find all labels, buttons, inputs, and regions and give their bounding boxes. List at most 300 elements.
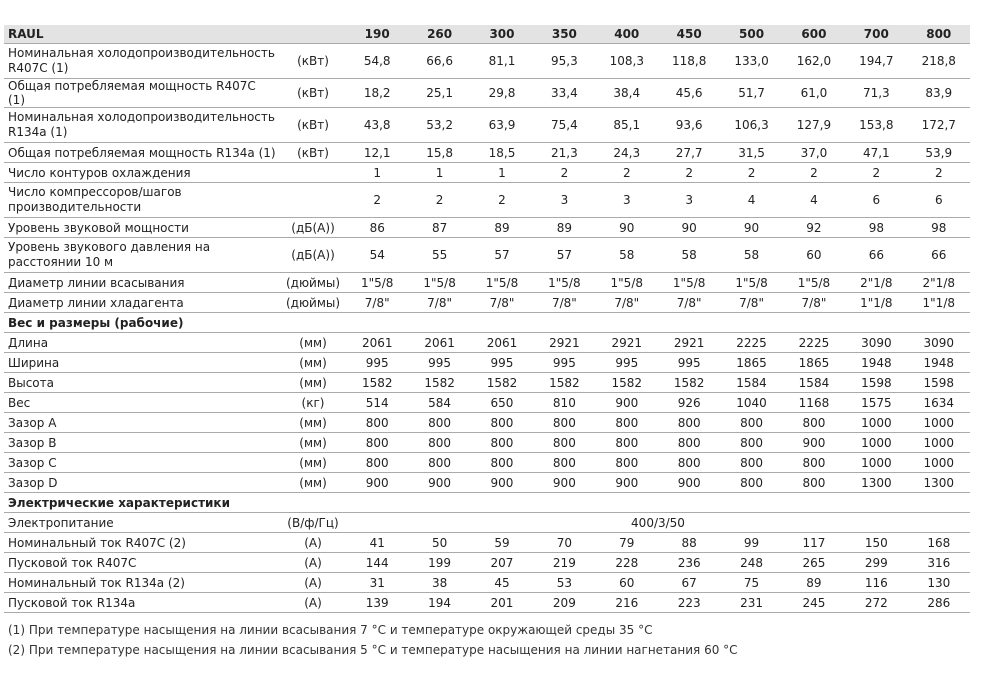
cell-value: 92 (783, 218, 845, 238)
cell-value: 800 (596, 453, 658, 473)
header-label: RAUL (4, 25, 346, 44)
cell-value: 1634 (908, 393, 970, 413)
cell-value: 85,1 (596, 108, 658, 143)
spec-table-body (4, 25, 970, 613)
cell-value: 27,7 (658, 143, 720, 163)
cell-value: 995 (346, 353, 408, 373)
cell-value: 67 (658, 573, 720, 593)
cell-value: 1584 (720, 373, 782, 393)
cell-value: 168 (908, 533, 970, 553)
cell-value: 2061 (346, 333, 408, 353)
cell-value: 201 (471, 593, 533, 613)
cell-value: 1000 (845, 413, 907, 433)
row-unit: (А) (280, 533, 346, 553)
row-label: Диаметр линии всасывания (4, 273, 280, 293)
cell-value: 218,8 (908, 44, 970, 79)
model-header: 600 (783, 25, 845, 44)
cell-value: 7/8" (471, 293, 533, 313)
cell-value: 2 (408, 183, 470, 218)
table-row (4, 79, 970, 108)
row-label: Пусковой ток R407C (4, 553, 280, 573)
cell-value: 53 (533, 573, 595, 593)
footnote-1: (1) При температуре насыщения на линии всасывания 7 °C и температуре окружающей среды 35 °C (8, 623, 653, 637)
cell-value: 33,4 (533, 79, 595, 108)
cell-value: 60 (783, 238, 845, 273)
cell-value: 800 (471, 433, 533, 453)
cell-value: 1582 (533, 373, 595, 393)
table-row (4, 143, 970, 163)
row-unit: (мм) (280, 333, 346, 353)
cell-value: 1000 (908, 453, 970, 473)
cell-value: 1000 (845, 453, 907, 473)
cell-value: 926 (658, 393, 720, 413)
table-row (4, 293, 970, 313)
cell-value: 25,1 (408, 79, 470, 108)
cell-value: 83,9 (908, 79, 970, 108)
row-unit: (кВт) (280, 143, 346, 163)
cell-value: 18,2 (346, 79, 408, 108)
cell-value: 53,2 (408, 108, 470, 143)
table-row (4, 44, 970, 79)
cell-value: 1000 (908, 433, 970, 453)
cell-value: 21,3 (533, 143, 595, 163)
cell-value: 1040 (720, 393, 782, 413)
cell-value: 87 (408, 218, 470, 238)
cell-value: 86 (346, 218, 408, 238)
row-unit: (кВт) (280, 44, 346, 79)
row-label: Номинальная холодопроизводительность R134a (1) (4, 108, 280, 143)
cell-value: 514 (346, 393, 408, 413)
cell-value: 45 (471, 573, 533, 593)
row-label: Общая потребляемая мощность R134a (1) (4, 143, 280, 163)
cell-value: 6 (845, 183, 907, 218)
row-unit: (А) (280, 593, 346, 613)
cell-value: 38,4 (596, 79, 658, 108)
row-label: Высота (4, 373, 280, 393)
row-unit: (дюймы) (280, 273, 346, 293)
cell-value: 3 (533, 183, 595, 218)
cell-value: 31 (346, 573, 408, 593)
cell-value: 63,9 (471, 108, 533, 143)
cell-value: 995 (471, 353, 533, 373)
cell-value: 2 (471, 183, 533, 218)
cell-value: 7/8" (408, 293, 470, 313)
table-row (4, 108, 970, 143)
cell-value: 2 (845, 163, 907, 183)
cell-value: 900 (658, 473, 720, 493)
cell-value: 219 (533, 553, 595, 573)
cell-value: 12,1 (346, 143, 408, 163)
model-header: 300 (471, 25, 533, 44)
cell-value: 1"5/8 (596, 273, 658, 293)
cell-value: 98 (845, 218, 907, 238)
cell-value: 47,1 (845, 143, 907, 163)
cell-value: 116 (845, 573, 907, 593)
cell-value: 800 (720, 433, 782, 453)
cell-value: 88 (658, 533, 720, 553)
cell-value: 71,3 (845, 79, 907, 108)
cell-value: 223 (658, 593, 720, 613)
row-label: Номинальная холодопроизводительность R407C (1) (4, 44, 280, 79)
row-unit: (дБ(А)) (280, 218, 346, 238)
row-unit: (мм) (280, 433, 346, 453)
table-row (4, 553, 970, 573)
cell-value: 800 (346, 453, 408, 473)
cell-value: 900 (533, 473, 595, 493)
cell-value: 41 (346, 533, 408, 553)
row-unit: (дБ(А)) (280, 238, 346, 273)
row-label: Электропитание (4, 513, 280, 533)
table-row (4, 238, 970, 273)
table-row (4, 393, 970, 413)
cell-value: 1300 (845, 473, 907, 493)
row-unit: (кВт) (280, 79, 346, 108)
cell-value: 650 (471, 393, 533, 413)
cell-value: 1582 (596, 373, 658, 393)
cell-value: 4 (720, 183, 782, 218)
cell-value: 139 (346, 593, 408, 613)
cell-value: 66 (908, 238, 970, 273)
cell-value: 1948 (908, 353, 970, 373)
cell-value: 995 (596, 353, 658, 373)
cell-value: 265 (783, 553, 845, 573)
cell-value: 106,3 (720, 108, 782, 143)
cell-value: 54 (346, 238, 408, 273)
row-unit: (дюймы) (280, 293, 346, 313)
cell-value: 2061 (408, 333, 470, 353)
row-label: Число компрессоров/шагов производительности (4, 183, 280, 218)
header-row (4, 25, 970, 44)
row-label: Зазор C (4, 453, 280, 473)
cell-value: 98 (908, 218, 970, 238)
cell-value: 236 (658, 553, 720, 573)
power-supply-value: 400/3/50 (346, 513, 970, 533)
table-row (4, 333, 970, 353)
model-header: 350 (533, 25, 595, 44)
table-row (4, 163, 970, 183)
row-label: Длина (4, 333, 280, 353)
cell-value: 800 (408, 453, 470, 473)
row-label: Уровень звукового давления на расстоянии 10 м (4, 238, 280, 273)
table-row (4, 183, 970, 218)
cell-value: 108,3 (596, 44, 658, 79)
cell-value: 1575 (845, 393, 907, 413)
row-label: Номинальный ток R134a (2) (4, 573, 280, 593)
cell-value: 7/8" (346, 293, 408, 313)
cell-value: 299 (845, 553, 907, 573)
model-header: 400 (596, 25, 658, 44)
row-unit (280, 183, 346, 218)
cell-value: 3 (596, 183, 658, 218)
cell-value: 1598 (908, 373, 970, 393)
row-unit: (А) (280, 573, 346, 593)
cell-value: 1000 (908, 413, 970, 433)
cell-value: 900 (346, 473, 408, 493)
cell-value: 70 (533, 533, 595, 553)
cell-value: 248 (720, 553, 782, 573)
cell-value: 2225 (720, 333, 782, 353)
row-label: Общая потребляемая мощность R407C (1) (4, 79, 280, 108)
cell-value: 2 (908, 163, 970, 183)
cell-value: 130 (908, 573, 970, 593)
cell-value: 57 (533, 238, 595, 273)
row-unit (280, 163, 346, 183)
cell-value: 90 (720, 218, 782, 238)
cell-value: 55 (408, 238, 470, 273)
table-row (4, 593, 970, 613)
cell-value: 90 (596, 218, 658, 238)
cell-value: 57 (471, 238, 533, 273)
cell-value: 2 (596, 163, 658, 183)
cell-value: 117 (783, 533, 845, 553)
row-label: Зазор A (4, 413, 280, 433)
cell-value: 1"1/8 (845, 293, 907, 313)
cell-value: 209 (533, 593, 595, 613)
cell-value: 900 (408, 473, 470, 493)
cell-value: 800 (346, 433, 408, 453)
cell-value: 93,6 (658, 108, 720, 143)
cell-value: 199 (408, 553, 470, 573)
model-header: 190 (346, 25, 408, 44)
row-unit: (мм) (280, 353, 346, 373)
table-row (4, 373, 970, 393)
cell-value: 800 (658, 453, 720, 473)
model-header: 700 (845, 25, 907, 44)
model-header: 260 (408, 25, 470, 44)
table-row (4, 353, 970, 373)
cell-value: 245 (783, 593, 845, 613)
cell-value: 7/8" (658, 293, 720, 313)
cell-value: 75,4 (533, 108, 595, 143)
cell-value: 18,5 (471, 143, 533, 163)
table-row (4, 473, 970, 493)
cell-value: 800 (471, 413, 533, 433)
cell-value: 1"5/8 (533, 273, 595, 293)
cell-value: 1 (346, 163, 408, 183)
row-unit: (мм) (280, 373, 346, 393)
cell-value: 150 (845, 533, 907, 553)
cell-value: 60 (596, 573, 658, 593)
cell-value: 58 (596, 238, 658, 273)
cell-value: 800 (783, 453, 845, 473)
cell-value: 58 (658, 238, 720, 273)
footnotes (8, 620, 738, 660)
cell-value: 1000 (845, 433, 907, 453)
cell-value: 995 (658, 353, 720, 373)
cell-value: 800 (596, 413, 658, 433)
cell-value: 1582 (408, 373, 470, 393)
cell-value: 1598 (845, 373, 907, 393)
cell-value: 800 (346, 413, 408, 433)
cell-value: 207 (471, 553, 533, 573)
cell-value: 79 (596, 533, 658, 553)
cell-value: 75 (720, 573, 782, 593)
row-label: Вес (4, 393, 280, 413)
cell-value: 58 (720, 238, 782, 273)
cell-value: 45,6 (658, 79, 720, 108)
cell-value: 2225 (783, 333, 845, 353)
cell-value: 1168 (783, 393, 845, 413)
cell-value: 59 (471, 533, 533, 553)
cell-value: 800 (533, 453, 595, 473)
cell-value: 37,0 (783, 143, 845, 163)
cell-value: 2 (658, 163, 720, 183)
power-supply-row (4, 513, 970, 533)
cell-value: 810 (533, 393, 595, 413)
row-unit: (А) (280, 553, 346, 573)
cell-value: 2 (783, 163, 845, 183)
cell-value: 4 (783, 183, 845, 218)
cell-value: 1865 (720, 353, 782, 373)
cell-value: 1582 (346, 373, 408, 393)
cell-value: 2061 (471, 333, 533, 353)
cell-value: 127,9 (783, 108, 845, 143)
row-label: Зазор B (4, 433, 280, 453)
cell-value: 7/8" (783, 293, 845, 313)
cell-value: 800 (720, 473, 782, 493)
cell-value: 1865 (783, 353, 845, 373)
cell-value: 2"1/8 (845, 273, 907, 293)
cell-value: 7/8" (720, 293, 782, 313)
table-row (4, 218, 970, 238)
row-label: Пусковой ток R134a (4, 593, 280, 613)
cell-value: 231 (720, 593, 782, 613)
cell-value: 24,3 (596, 143, 658, 163)
cell-value: 3090 (908, 333, 970, 353)
cell-value: 53,9 (908, 143, 970, 163)
cell-value: 1"5/8 (658, 273, 720, 293)
row-unit: (мм) (280, 473, 346, 493)
cell-value: 900 (596, 393, 658, 413)
cell-value: 7/8" (533, 293, 595, 313)
cell-value: 66 (845, 238, 907, 273)
table-row (4, 413, 970, 433)
cell-value: 1582 (471, 373, 533, 393)
cell-value: 2921 (596, 333, 658, 353)
cell-value: 2921 (658, 333, 720, 353)
cell-value: 800 (720, 413, 782, 433)
cell-value: 1584 (783, 373, 845, 393)
cell-value: 900 (596, 473, 658, 493)
cell-value: 43,8 (346, 108, 408, 143)
cell-value: 1300 (908, 473, 970, 493)
cell-value: 800 (408, 413, 470, 433)
cell-value: 800 (408, 433, 470, 453)
cell-value: 1 (471, 163, 533, 183)
model-header: 450 (658, 25, 720, 44)
cell-value: 51,7 (720, 79, 782, 108)
cell-value: 162,0 (783, 44, 845, 79)
cell-value: 133,0 (720, 44, 782, 79)
row-unit: (мм) (280, 453, 346, 473)
cell-value: 54,8 (346, 44, 408, 79)
cell-value: 89 (471, 218, 533, 238)
cell-value: 316 (908, 553, 970, 573)
cell-value: 584 (408, 393, 470, 413)
cell-value: 800 (720, 453, 782, 473)
cell-value: 153,8 (845, 108, 907, 143)
cell-value: 99 (720, 533, 782, 553)
row-unit: (кг) (280, 393, 346, 413)
table-row (4, 273, 970, 293)
cell-value: 1"5/8 (720, 273, 782, 293)
cell-value: 172,7 (908, 108, 970, 143)
row-label: Ширина (4, 353, 280, 373)
cell-value: 1"1/8 (908, 293, 970, 313)
cell-value: 800 (658, 433, 720, 453)
cell-value: 800 (533, 413, 595, 433)
table-row (4, 433, 970, 453)
cell-value: 800 (783, 473, 845, 493)
section-title: Вес и размеры (рабочие) (4, 313, 970, 333)
footnote-2: (2) При температуре насыщения на линии всасывания 5 °C и температуре насыщения на линии нагнетания 60 °C (8, 643, 738, 657)
table-row (4, 533, 970, 553)
cell-value: 6 (908, 183, 970, 218)
cell-value: 194,7 (845, 44, 907, 79)
cell-value: 800 (658, 413, 720, 433)
cell-value: 50 (408, 533, 470, 553)
cell-value: 228 (596, 553, 658, 573)
cell-value: 900 (783, 433, 845, 453)
cell-value: 800 (533, 433, 595, 453)
cell-value: 800 (471, 453, 533, 473)
cell-value: 1582 (658, 373, 720, 393)
cell-value: 995 (533, 353, 595, 373)
row-label: Уровень звуковой мощности (4, 218, 280, 238)
cell-value: 2 (720, 163, 782, 183)
cell-value: 31,5 (720, 143, 782, 163)
cell-value: 900 (471, 473, 533, 493)
cell-value: 1"5/8 (783, 273, 845, 293)
cell-value: 1"5/8 (471, 273, 533, 293)
cell-value: 2 (346, 183, 408, 218)
spec-table (4, 25, 970, 613)
cell-value: 2921 (533, 333, 595, 353)
row-label: Номинальный ток R407C (2) (4, 533, 280, 553)
cell-value: 66,6 (408, 44, 470, 79)
cell-value: 194 (408, 593, 470, 613)
cell-value: 1"5/8 (346, 273, 408, 293)
cell-value: 800 (596, 433, 658, 453)
cell-value: 89 (783, 573, 845, 593)
row-label: Зазор D (4, 473, 280, 493)
row-unit: (В/ф/Гц) (280, 513, 346, 533)
cell-value: 95,3 (533, 44, 595, 79)
cell-value: 29,8 (471, 79, 533, 108)
cell-value: 7/8" (596, 293, 658, 313)
cell-value: 38 (408, 573, 470, 593)
model-header: 500 (720, 25, 782, 44)
cell-value: 1"5/8 (408, 273, 470, 293)
cell-value: 1 (408, 163, 470, 183)
cell-value: 61,0 (783, 79, 845, 108)
section-dimensions (4, 313, 970, 333)
model-header: 800 (908, 25, 970, 44)
row-unit: (мм) (280, 413, 346, 433)
cell-value: 90 (658, 218, 720, 238)
cell-value: 272 (845, 593, 907, 613)
cell-value: 2"1/8 (908, 273, 970, 293)
cell-value: 286 (908, 593, 970, 613)
cell-value: 89 (533, 218, 595, 238)
cell-value: 2 (533, 163, 595, 183)
table-row (4, 573, 970, 593)
section-title: Электрические характеристики (4, 493, 970, 513)
table-row (4, 453, 970, 473)
section-electrical (4, 493, 970, 513)
cell-value: 1948 (845, 353, 907, 373)
row-label: Число контуров охлаждения (4, 163, 280, 183)
